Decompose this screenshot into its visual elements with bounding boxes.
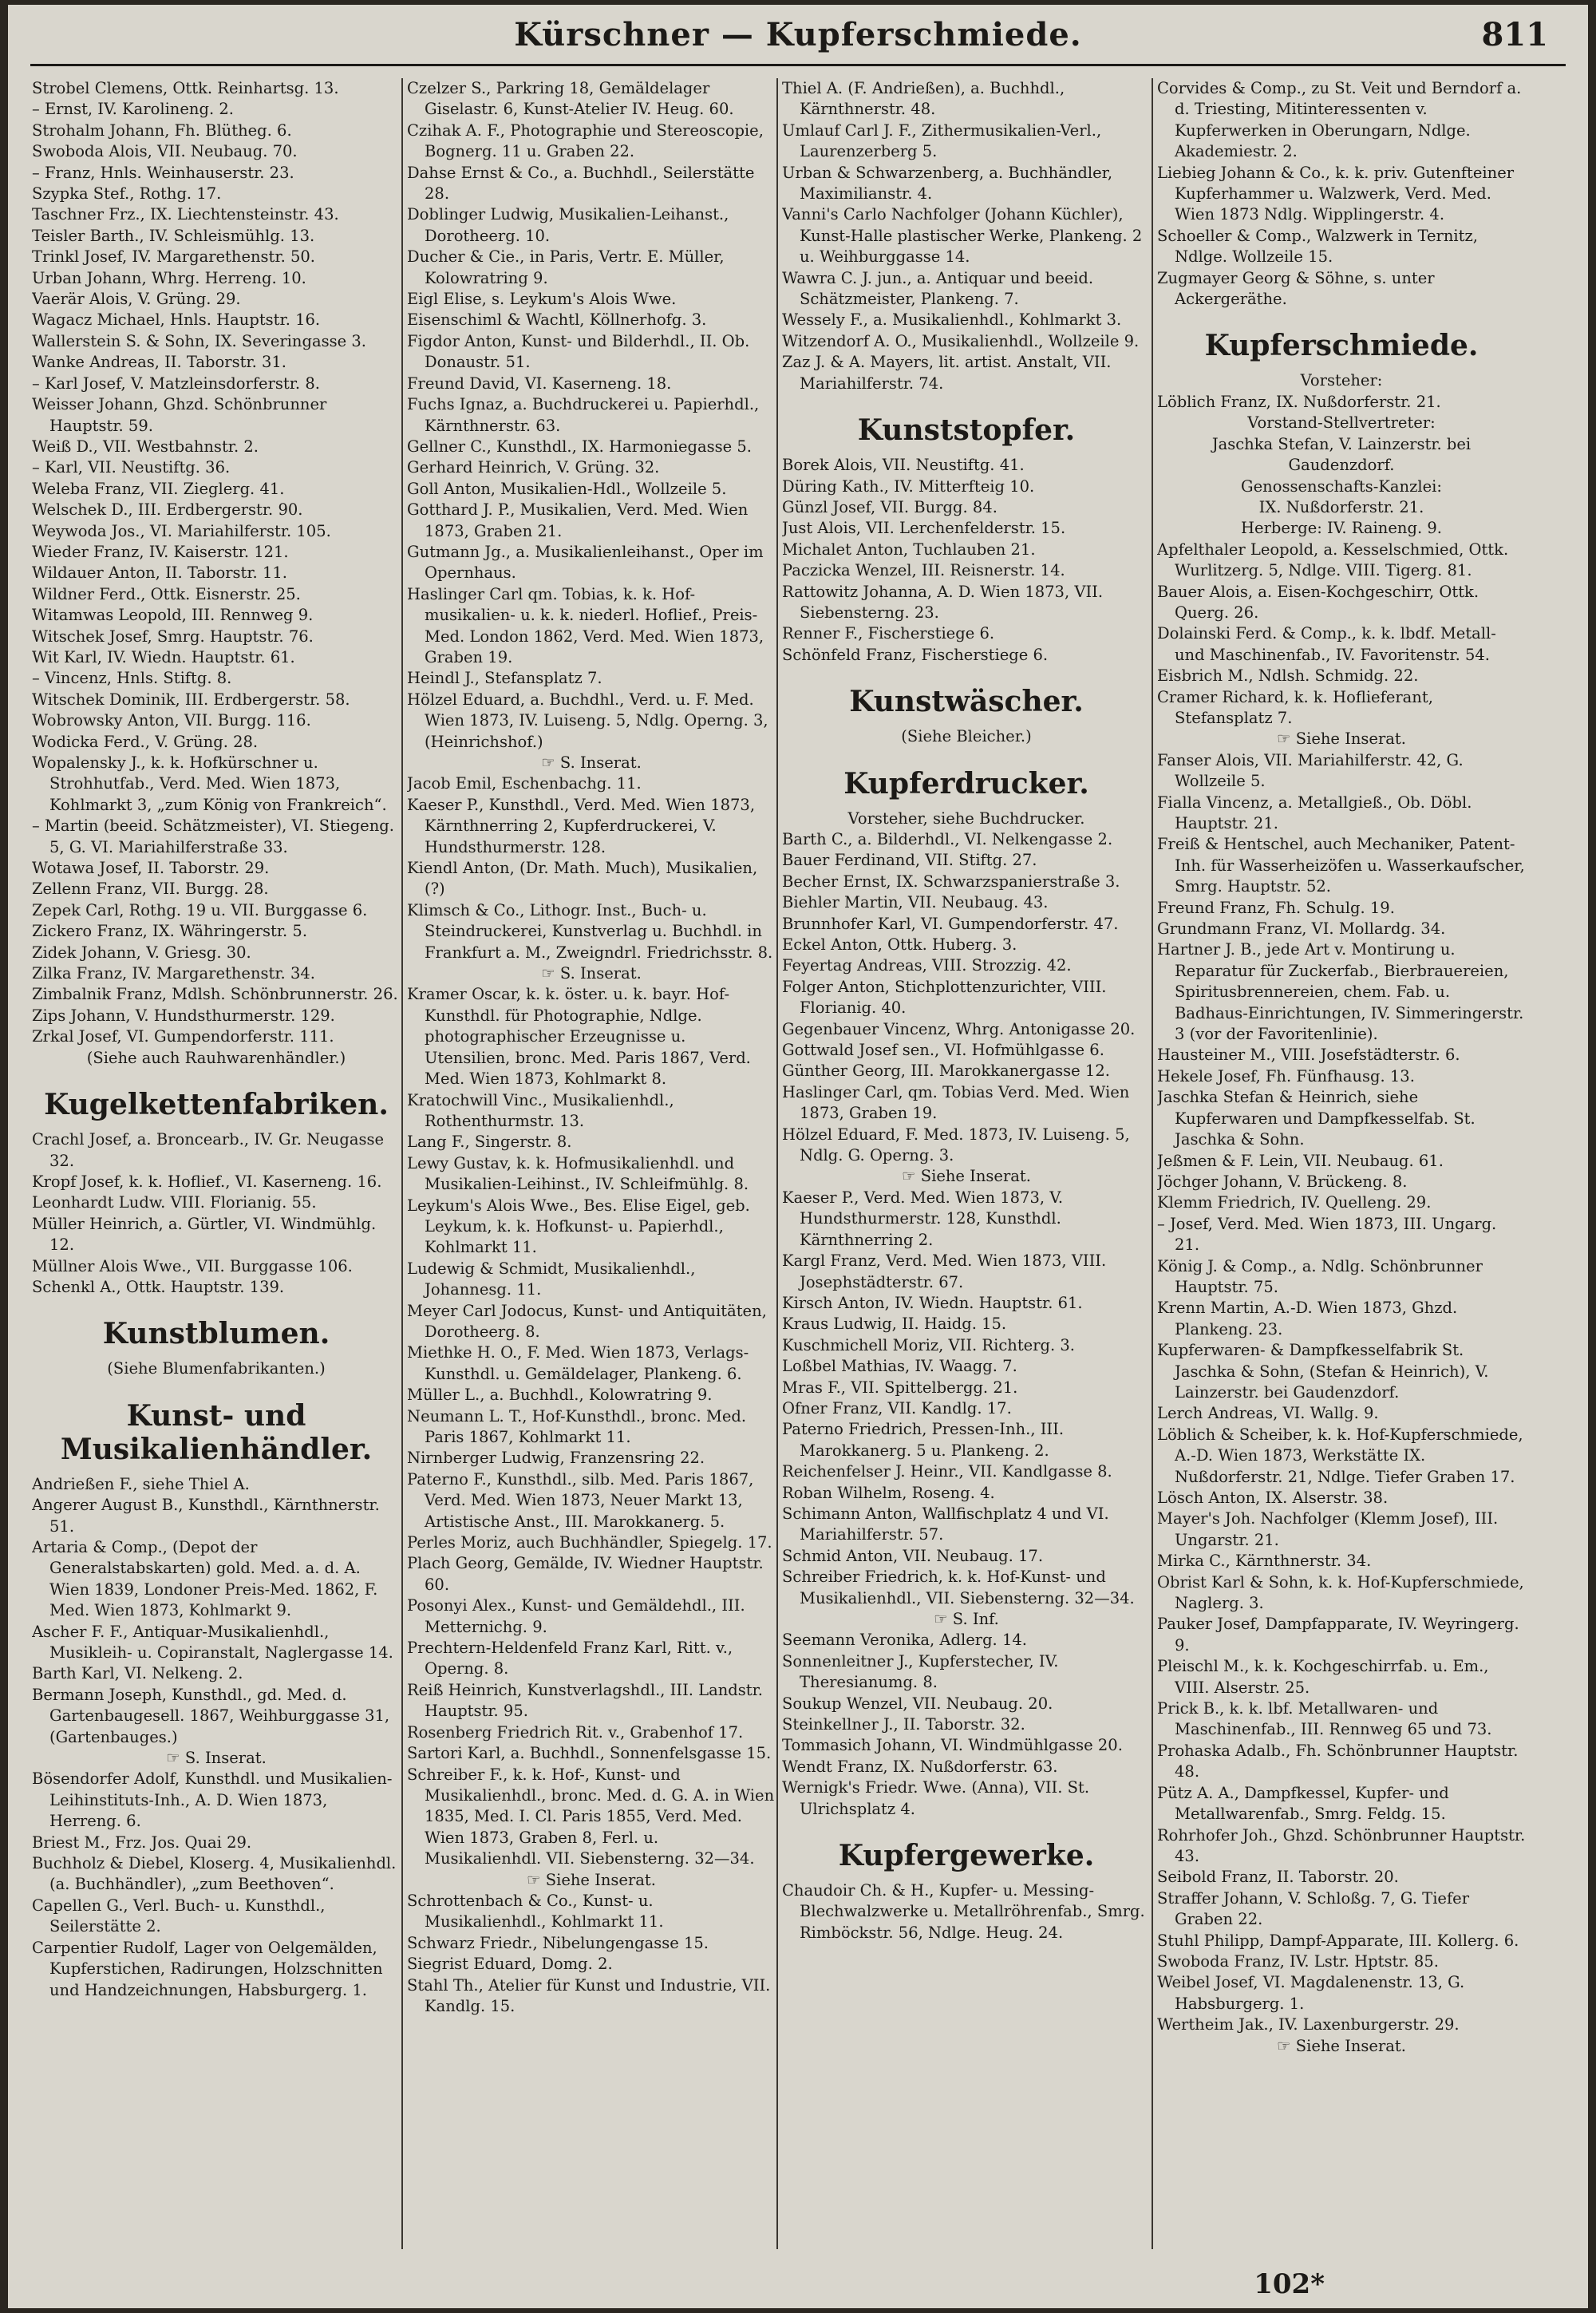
directory-entry: Weisser Johann, Ghzd. Schönbrunner Hauptstr. 59. — [32, 395, 327, 435]
directory-entry: Jöchger Johann, V. Brückeng. 8. — [1157, 1172, 1408, 1191]
directory-entry: Lewy Gustav, k. k. Hofmusikalienhdl. und Musikalien-Leihinst., IV. Schleifmühlg. 8. — [407, 1153, 749, 1194]
directory-entry: Löblich & Scheiber, k. k. Hof-Kupferschmiede, A.-D. Wien 1873, Werkstätte IX. Nußdorferstr. 21, Ndlge. Tiefer Graben 17. — [1157, 1425, 1523, 1486]
directory-entry: Vaerär Alois, V. Grüng. 29. — [32, 290, 241, 309]
directory-entry: Wotawa Josef, II. Taborstr. 29. — [32, 859, 270, 878]
directory-entry: Borek Alois, VII. Neustiftg. 41. — [782, 456, 1025, 475]
running-head — [8, 5, 1588, 72]
directory-entry: Paterno Friedrich, Pressen-Inh., III. Marokkanerg. 5 u. Plankeng. 2. — [782, 1420, 1065, 1460]
directory-entry: Jeßmen & F. Lein, VII. Neubaug. 61. — [1157, 1151, 1444, 1170]
directory-entry: Hölzel Eduard, F. Med. 1873, IV. Luiseng. 5, Ndlg. G. Operng. 3. — [782, 1125, 1130, 1165]
column-divider — [776, 78, 778, 2249]
directory-entry: Michalet Anton, Tuchlauben 21. — [782, 540, 1036, 559]
directory-entry: Eisenschiml & Wachtl, Köllnerhofg. 3. — [407, 310, 707, 330]
directory-entry: Haslinger Carl qm. Tobias, k. k. Hof- musikalien- u. k. k. niederl. Hoflief., Preis-Med. London 1862, Verd. Med. Wien 1873, Graben 19. — [407, 584, 764, 666]
directory-entry: Lerch Andreas, VI. Wallg. 9. — [1157, 1404, 1379, 1423]
column-3 — [782, 78, 1151, 1943]
directory-entry: Witschek Dominik, III. Erdbergerstr. 58. — [32, 690, 350, 709]
directory-entry: Brunnhofer Karl, VI. Gumpendorferstr. 47. — [782, 914, 1119, 933]
section-heading: Kunstwäscher. — [849, 685, 1084, 719]
directory-entry: Prechtern-Heldenfeld Franz Karl, Ritt. v., Operng. 8. — [407, 1639, 733, 1678]
directory-entry: Kiendl Anton, (Dr. Math. Much), Musikalien, (?) — [407, 859, 758, 899]
centered-note: IX. Nußdorferstr. 21. — [1258, 497, 1424, 516]
centered-note: ☞ S. Inf. — [934, 1610, 999, 1628]
column-2 — [407, 78, 776, 2017]
directory-entry: Vanni's Carlo Nachfolger (Johann Küchler), Kunst-Halle plastischer Werke, Plankeng. 2 u. Weihburggasse 14. — [782, 205, 1143, 267]
centered-note: ☞ S. Inserat. — [166, 1749, 267, 1768]
directory-entry: Zellenn Franz, VII. Burgg. 28. — [32, 880, 269, 899]
section-heading: Kugelkettenfabriken. — [44, 1088, 389, 1122]
directory-entry: Swoboda Franz, IV. Lstr. Hptstr. 85. — [1157, 1951, 1439, 1971]
directory-entry: Wanke Andreas, II. Taborstr. 31. — [32, 353, 286, 372]
directory-entry: Swoboda Alois, VII. Neubaug. 70. — [32, 142, 298, 161]
directory-entry: Kaeser P., Kunsthdl., Verd. Med. Wien 1873, Kärnthnerring 2, Kupferdruckerei, V. Hundsthurmerstr. 128. — [407, 795, 756, 856]
directory-entry: Paterno F., Kunsthdl., silb. Med. Paris 1867, Verd. Med. Wien 1873, Neuer Markt 13, Artistische Anst., III. Marokkanerg. 5. — [407, 1469, 754, 1531]
page-number: 811 — [1481, 16, 1548, 53]
directory-entry: Wendt Franz, IX. Nußdorferstr. 63. — [782, 1757, 1058, 1776]
directory-entry: Ludewig & Schmidt, Musikalienhdl., Johannesg. 11. — [407, 1259, 696, 1299]
directory-entry: Plach Georg, Gemälde, IV. Wiedner Hauptstr. 60. — [407, 1554, 764, 1594]
running-title: Kürschner — Kupferschmiede. — [514, 16, 1082, 53]
directory-entry: Ducher & Cie., in Paris, Vertr. E. Müller, Kolowratring 9. — [407, 247, 725, 287]
directory-entry: Biehler Martin, VII. Neubaug. 43. — [782, 893, 1049, 912]
directory-entry: Urban & Schwarzenberg, a. Buchhändler, Maximilianstr. 4. — [782, 163, 1113, 204]
directory-entry: Wagacz Michael, Hnls. Hauptstr. 16. — [32, 310, 321, 330]
directory-entry: Wit Karl, IV. Wiedn. Hauptstr. 61. — [32, 647, 295, 666]
directory-entry: Mras F., VII. Spittelbergg. 21. — [782, 1378, 1018, 1397]
signature-mark: 102* — [1254, 2268, 1325, 2300]
directory-entry: Kirsch Anton, IV. Wiedn. Hauptstr. 61. — [782, 1293, 1083, 1312]
directory-entry: Becher Ernst, IX. Schwarzspanierstraße 3. — [782, 872, 1120, 891]
directory-entry: Eckel Anton, Ottk. Huberg. 3. — [782, 935, 1017, 954]
directory-entry: Gerhard Heinrich, V. Grüng. 32. — [407, 458, 660, 477]
directory-entry: Kratochwill Vinc., Musikalienhdl., Rothenthurmstr. 13. — [407, 1090, 674, 1130]
directory-entry: Weibel Josef, VI. Magdalenenstr. 13, G. Habsburgerg. 1. — [1157, 1973, 1465, 2013]
directory-entry: Corvides & Comp., zu St. Veit und Berndorf a. d. Triesting, Mitinteressenten v. Kupferwerken in Oberungarn, Ndlge. Akademiestr. 2. — [1157, 79, 1522, 161]
directory-entry: Strobel Clemens, Ottk. Reinhartsg. 13. — [32, 79, 339, 97]
directory-entry: Kupferwaren- & Dampfkesselfabrik St. Jaschka & Sohn, (Stefan & Heinrich), V. Lainzerstr. bei Gaudenzdorf. — [1157, 1341, 1489, 1402]
centered-note: Vorstand-Stellvertreter: — [1247, 413, 1436, 433]
header-rule — [30, 64, 1566, 66]
centered-note: Vorsteher: — [1300, 371, 1383, 390]
directory-entry: Mayer's Joh. Nachfolger (Klemm Josef), III. Ungarstr. 21. — [1157, 1509, 1499, 1549]
centered-note: ☞ S. Inserat. — [541, 753, 642, 772]
directory-entry: Pleischl M., k. k. Kochgeschirrfab. u. Em., VIII. Alserstr. 25. — [1157, 1657, 1489, 1697]
directory-entry: Barth Karl, VI. Nelkeng. 2. — [32, 1664, 243, 1683]
directory-entry: Wallerstein S. & Sohn, IX. Severingasse 3. — [32, 331, 366, 350]
directory-entry: Folger Anton, Stichplottenzurichter, VIII. Florianig. 40. — [782, 977, 1107, 1018]
directory-entry: Goll Anton, Musikalien-Hdl., Wollzeile 5. — [407, 479, 727, 498]
directory-entry: Miethke H. O., F. Med. Wien 1873, Verlags-Kunsthdl. u. Gemäldelager, Plankeng. 6. — [407, 1343, 749, 1383]
directory-entry: Seemann Veronika, Adlerg. 14. — [782, 1631, 1027, 1650]
directory-entry: Wobrowsky Anton, VII. Burgg. 116. — [32, 711, 311, 730]
directory-entry: Reichenfelser J. Heinr., VII. Kandlgasse 8. — [782, 1462, 1112, 1481]
directory-entry: Loßbel Mathias, IV. Waagg. 7. — [782, 1357, 1017, 1376]
directory-entry: Artaria & Comp., (Depot der Generalstabskarten) gold. Med. a. d. A. Wien 1839, Londoner Preis-Med. 1862, F. Med. Wien 1873, Kohlmarkt 9. — [32, 1537, 378, 1620]
directory-entry: Kargl Franz, Verd. Med. Wien 1873, VIII. Josephstädterstr. 67. — [782, 1251, 1107, 1291]
directory-entry: Freund David, VI. Kaserneng. 18. — [407, 374, 672, 393]
centered-note: (Siehe Bleicher.) — [901, 727, 1032, 746]
directory-entry: Paczicka Wenzel, III. Reisnerstr. 14. — [782, 561, 1065, 580]
directory-entry: Strohalm Johann, Fh. Blütheg. 6. — [32, 121, 292, 140]
directory-entry: Zips Johann, V. Hundsthurmerstr. 129. — [32, 1006, 335, 1025]
centered-note: (Siehe Blumenfabrikanten.) — [107, 1359, 326, 1378]
directory-entry: Hekele Josef, Fh. Fünfhausg. 13. — [1157, 1066, 1415, 1085]
directory-entry: Doblinger Ludwig, Musikalien-Leihanst., Dorotheerg. 10. — [407, 205, 729, 245]
directory-entry: Tommasich Johann, VI. Windmühlgasse 20. — [782, 1736, 1123, 1755]
section-heading: Kupferschmiede. — [1204, 329, 1479, 363]
directory-entry: Müllner Alois Wwe., VII. Burggasse 106. — [32, 1256, 353, 1275]
column-1 — [32, 78, 401, 2001]
directory-entry: Schönfeld Franz, Fischerstiege 6. — [782, 645, 1049, 664]
centered-note: ☞ S. Inserat. — [541, 964, 642, 983]
directory-entry: Wopalensky J., k. k. Hofkürschner u. Strohhutfab., Verd. Med. Wien 1873, Kohlmarkt 3, „zum König von Frankreich“. — [32, 753, 387, 814]
directory-entry: – Franz, Hnls. Weinhauserstr. 23. — [32, 163, 294, 182]
directory-entry: Sonnenleitner J., Kupferstecher, IV. Theresianumg. 8. — [782, 1651, 1059, 1692]
centered-note: ☞ Siehe Inserat. — [902, 1167, 1031, 1186]
directory-entry: Prohaska Adalb., Fh. Schönbrunner Hauptstr. 48. — [1157, 1741, 1519, 1781]
directory-entry: Perles Moriz, auch Buchhändler, Spiegelg. 17. — [407, 1533, 772, 1552]
directory-entry: König J. & Comp., a. Ndlg. Schönbrunner Hauptstr. 75. — [1157, 1256, 1483, 1296]
directory-entry: – Martin (beeid. Schätzmeister), VI. Stiegeng. 5, G. VI. Mariahilferstraße 33. — [32, 816, 394, 856]
directory-entry: Schmid Anton, VII. Neubaug. 17. — [782, 1546, 1044, 1565]
directory-entry: Gegenbauer Vincenz, Whrg. Antonigasse 20. — [782, 1019, 1136, 1038]
directory-entry: Leonhardt Ludw. VIII. Florianig. 55. — [32, 1193, 317, 1212]
directory-entry: Carpentier Rudolf, Lager von Oelgemälden, Kupferstichen, Radirungen, Holzschnitten und Handzeichnungen, Habsburgerg. 1. — [32, 1938, 383, 1999]
directory-entry: Gellner C., Kunsthdl., IX. Harmoniegasse 5. — [407, 437, 752, 456]
centered-note: Genossenschafts-Kanzlei: — [1241, 476, 1442, 496]
centered-note: Vorsteher, siehe Buchdrucker. — [847, 809, 1085, 828]
directory-entry: Leykum's Alois Wwe., Bes. Elise Eigel, geb. Leykum, k. k. Hofkunst- u. Papierhdl., Kohlmarkt 11. — [407, 1196, 750, 1257]
directory-entry: Briest M., Frz. Jos. Quai 29. — [32, 1833, 252, 1852]
directory-entry: Rosenberg Friedrich Rit. v., Grabenhof 17. — [407, 1722, 744, 1742]
directory-entry: Wodicka Ferd., V. Grüng. 28. — [32, 732, 259, 751]
directory-entry: Straffer Johann, V. Schloßg. 7, G. Tiefer Graben 22. — [1157, 1888, 1470, 1929]
directory-entry: Hartner J. B., jede Art v. Montirung u. Reparatur für Zuckerfab., Bierbrauereien, Spiritusbrennereien, chem. Fab. u. Badhaus-Einrichtungen, IV. Simmeringerstr. 3 (vor der Favoritenlinie). — [1157, 940, 1524, 1044]
directory-entry: Stahl Th., Atelier für Kunst und Industrie, VII. Kandlg. 15. — [407, 1975, 771, 2015]
directory-entry: Apfelthaler Leopold, a. Kesselschmied, Ottk. Wurlitzerg. 5, Ndlge. VIII. Tigerg. 81. — [1157, 540, 1509, 580]
section-heading: Kupfergewerke. — [838, 1839, 1095, 1873]
directory-entry: Dahse Ernst & Co., a. Buchhdl., Seilerstätte 28. — [407, 163, 755, 204]
directory-entry: Teisler Barth., IV. Schleismühlg. 13. — [32, 226, 315, 245]
directory-entry: Trinkl Josef, IV. Margarethenstr. 50. — [32, 247, 315, 267]
directory-entry: Posonyi Alex., Kunst- und Gemäldehdl., III. Metternichg. 9. — [407, 1596, 745, 1636]
directory-entry: Zilka Franz, IV. Margarethenstr. 34. — [32, 964, 315, 983]
directory-entry: Rohrhofer Joh., Ghzd. Schönbrunner Hauptstr. 43. — [1157, 1825, 1526, 1865]
directory-entry: Kramer Oscar, k. k. öster. u. k. bayr. Hof-Kunsthdl. für Photographie, Ndlge. photographischer Erzeugnisse u. Utensilien, bronc. Med. Paris 1867, Verd. Med. Wien 1873, Kohlmarkt 8. — [407, 985, 751, 1089]
directory-entry: Pütz A. A., Dampfkessel, Kupfer- und Metallwarenfab., Smrg. Feldg. 15. — [1157, 1783, 1449, 1824]
directory-entry: Jaschka Stefan & Heinrich, siehe Kupferwaren und Dampfkesselfab. St. Jaschka & Sohn. — [1157, 1088, 1476, 1149]
section-heading: Kunst- und Musikalienhändler. — [60, 1398, 373, 1466]
directory-entry: Witzendorf A. O., Musikalienhdl., Wollzeile 9. — [782, 331, 1140, 350]
directory-entry: Taschner Frz., IX. Liechtensteinstr. 43. — [32, 205, 339, 224]
directory-entry: Figdor Anton, Kunst- und Bilderhdl., II. Ob. Donaustr. 51. — [407, 331, 750, 372]
directory-entry: Renner F., Fischerstiege 6. — [782, 624, 995, 643]
directory-entry: Czelzer S., Parkring 18, Gemäldelager Giselastr. 6, Kunst-Atelier IV. Heug. 60. — [407, 79, 734, 119]
directory-entry: Schimann Anton, Wallfischplatz 4 und VI. Mariahilferstr. 57. — [782, 1504, 1109, 1544]
directory-entry: Buchholz & Diebel, Kloserg. 4, Musikalienhdl. (a. Buchhändler), „zum Beethoven“. — [32, 1854, 397, 1894]
directory-entry: Eigl Elise, s. Leykum's Alois Wwe. — [407, 290, 677, 309]
directory-entry: Capellen G., Verl. Buch- u. Kunsthdl., Seilerstätte 2. — [32, 1896, 326, 1936]
directory-entry: Wieder Franz, IV. Kaiserstr. 121. — [32, 542, 289, 561]
directory-entry: Lösch Anton, IX. Alserstr. 38. — [1157, 1489, 1389, 1507]
directory-entry: Meyer Carl Jodocus, Kunst- und Antiquitäten, Dorotheerg. 8. — [407, 1301, 767, 1341]
directory-entry: Schreiber Friedrich, k. k. Hof-Kunst- und Musikalienhdl., VII. Siebensterng. 32—34. — [782, 1568, 1135, 1607]
directory-entry: Soukup Wenzel, VII. Neubaug. 20. — [782, 1694, 1053, 1713]
directory-entry: Hölzel Eduard, a. Buchdhl., Verd. u. F. Med. Wien 1873, IV. Luiseng. 5, Ndlg. Operng. 3, (Heinrichshof.) — [407, 690, 768, 751]
directory-entry: Zidek Johann, V. Griesg. 30. — [32, 943, 251, 962]
centered-note: (Siehe auch Rauhwarenhändler.) — [86, 1048, 346, 1067]
directory-page — [8, 5, 1588, 2308]
directory-entry: Müller Heinrich, a. Gürtler, VI. Windmühlg. 12. — [32, 1214, 377, 1255]
directory-entry: Stuhl Philipp, Dampf-Apparate, III. Kollerg. 6. — [1157, 1931, 1519, 1950]
directory-entry: Witschek Josef, Smrg. Hauptstr. 76. — [32, 627, 314, 646]
directory-entry: – Vincenz, Hnls. Stiftg. 8. — [32, 669, 232, 688]
directory-entry: Bermann Joseph, Kunsthdl., gd. Med. d. Gartenbaugesell. 1867, Weihburggasse 31, (Gartenbauges.) — [32, 1685, 390, 1746]
directory-entry: Ascher F. F., Antiquar-Musikalienhdl., Musikleih- u. Copiranstalt, Naglergasse 14. — [32, 1622, 393, 1662]
directory-entry: Schreiber F., k. k. Hof-, Kunst- und Musikalienhdl., bronc. Med. d. G. A. in Wien 1835, Med. I. Cl. Paris 1855, Verd. Med. Wien 1873, Graben 8, Ferl. u. Musikalienhdl. VII. Siebensterng. 32—34. — [407, 1765, 775, 1868]
directory-entry: Dolainski Ferd. & Comp., k. k. lbdf. Metall- und Maschinenfab., IV. Favoritenstr. 54. — [1157, 624, 1496, 664]
directory-entry: Kuschmichell Moriz, VII. Richterg. 3. — [782, 1335, 1076, 1354]
directory-entry: Seibold Franz, II. Taborstr. 20. — [1157, 1868, 1399, 1887]
column-divider — [1152, 78, 1153, 2249]
directory-entry: Grundmann Franz, VI. Mollardg. 34. — [1157, 919, 1446, 939]
centered-note: ☞ Siehe Inserat. — [527, 1870, 656, 1889]
directory-entry: Krenn Martin, A.-D. Wien 1873, Ghzd. Plankeng. 23. — [1157, 1299, 1458, 1338]
directory-entry: Prick B., k. k. lbf. Metallwaren- und Maschinenfab., III. Rennweg 65 und 73. — [1157, 1699, 1492, 1739]
directory-entry: Zepek Carl, Rothg. 19 u. VII. Burggasse 6. — [32, 900, 368, 919]
directory-entry: Müller L., a. Buchhdl., Kolowratring 9. — [407, 1386, 713, 1405]
directory-entry: Günther Georg, III. Marokkanergasse 12. — [782, 1062, 1110, 1081]
directory-entry: Bauer Alois, a. Eisen-Kochgeschirr, Ottk. Querg. 26. — [1157, 582, 1479, 622]
directory-entry: Reiß Heinrich, Kunstverlagshdl., III. Landstr. Hauptstr. 95. — [407, 1680, 764, 1721]
directory-entry: Wernigk's Friedr. Wwe. (Anna), VII. St. Ulrichsplatz 4. — [782, 1778, 1090, 1818]
directory-entry: Thiel A. (F. Andrießen), a. Buchhdl., Kärnthnerstr. 48. — [782, 79, 1065, 119]
directory-entry: Weleba Franz, VII. Zieglerg. 41. — [32, 479, 285, 498]
directory-entry: Just Alois, VII. Lerchenfelderstr. 15. — [782, 519, 1066, 538]
directory-entry: Nirnberger Ludwig, Franzensring 22. — [407, 1449, 705, 1468]
directory-entry: Düring Kath., IV. Mitterfteig 10. — [782, 476, 1035, 496]
directory-entry: Lang F., Singerstr. 8. — [407, 1133, 572, 1152]
centered-note: Herberge: IV. Raineng. 9. — [1241, 519, 1442, 538]
directory-entry: Fialla Vincenz, a. Metallgieß., Ob. Döbl. Hauptstr. 21. — [1157, 793, 1472, 832]
directory-entry: Gottwald Josef sen., VI. Hofmühlgasse 6. — [782, 1041, 1104, 1060]
directory-entry: Wildner Ferd., Ottk. Eisnerstr. 25. — [32, 584, 301, 603]
directory-entry: Wildauer Anton, II. Taborstr. 11. — [32, 563, 287, 583]
directory-entry: Klimsch & Co., Lithogr. Inst., Buch- u. Steindruckerei, Kunstverlag u. Buchhdl. in Frankfurt a. M., Zweigndrl. Friedrichsstr. 8. — [407, 900, 773, 962]
directory-entry: – Karl Josef, V. Matzleinsdorferstr. 8. — [32, 374, 320, 393]
centered-note: ☞ Siehe Inserat. — [1277, 2036, 1406, 2055]
directory-entry: Siegrist Eduard, Domg. 2. — [407, 1955, 613, 1974]
directory-entry: Zrkal Josef, VI. Gumpendorferstr. 111. — [32, 1027, 334, 1046]
directory-entry: Cramer Richard, k. k. Hoflieferant, Stefansplatz 7. — [1157, 687, 1433, 727]
directory-entry: Liebieg Johann & Co., k. k. priv. Gutenfteiner Kupferhammer u. Walzwerk, Verd. Med. Wien 1873 Ndlg. Wipplingerstr. 4. — [1157, 163, 1515, 224]
directory-entry: Eisbrich M., Ndlsh. Schmidg. 22. — [1157, 666, 1419, 686]
directory-entry: Schoeller & Comp., Walzwerk in Ternitz, Ndlge. Wollzeile 15. — [1157, 226, 1478, 267]
directory-entry: Obrist Karl & Sohn, k. k. Hof-Kupferschmiede, Naglerg. 3. — [1157, 1572, 1524, 1613]
directory-entry: Schwarz Friedr., Nibelungengasse 15. — [407, 1933, 709, 1952]
directory-entry: Feyertag Andreas, VIII. Strozzig. 42. — [782, 956, 1072, 975]
directory-entry: Günzl Josef, VII. Burgg. 84. — [782, 497, 998, 516]
directory-entry: Bösendorfer Adolf, Kunsthdl. und Musikalien-Leihinstituts-Inh., A. D. Wien 1873, Herreng. 6. — [32, 1769, 393, 1831]
directory-entry: – Josef, Verd. Med. Wien 1873, III. Ungarg. 21. — [1157, 1214, 1497, 1255]
directory-entry: Kaeser P., Verd. Med. Wien 1873, V. Hundsthurmerstr. 128, Kunsthdl. Kärnthnerring 2. — [782, 1188, 1064, 1249]
directory-entry: Barth C., a. Bilderhdl., VI. Nelkengasse 2. — [782, 829, 1113, 848]
directory-entry: Angerer August B., Kunsthdl., Kärnthnerstr. 51. — [32, 1496, 380, 1536]
directory-entry: Neumann L. T., Hof-Kunsthdl., bronc. Med. Paris 1867, Kohlmarkt 11. — [407, 1406, 747, 1446]
centered-note: Jaschka Stefan, V. Lainzerstr. bei Gaudenzdorf. — [1211, 434, 1472, 475]
directory-entry: Fanser Alois, VII. Mariahilferstr. 42, G. Wollzeile 5. — [1157, 750, 1464, 791]
directory-entry: Steinkellner J., II. Taborstr. 32. — [782, 1715, 1025, 1734]
directory-entry: Gutmann Jg., a. Musikalienleihanst., Oper im Opernhaus. — [407, 542, 764, 583]
directory-entry: Freiß & Hentschel, auch Mechaniker, Patent-Inh. für Wasserheizöfen u. Wasserkaufscher, Smrg. Hauptstr. 52. — [1157, 835, 1525, 896]
directory-entry: Wawra C. J. jun., a. Antiquar und beeid. Schätzmeister, Plankeng. 7. — [782, 268, 1094, 309]
directory-entry: Wertheim Jak., IV. Laxenburgerstr. 29. — [1157, 2015, 1460, 2034]
column-4 — [1157, 78, 1526, 2057]
directory-entry: Jacob Emil, Eschenbachg. 11. — [407, 774, 642, 793]
directory-entry: Szypka Stef., Rothg. 17. — [32, 184, 222, 204]
directory-entry: Zickero Franz, IX. Währingerstr. 5. — [32, 922, 308, 941]
section-heading: Kunststopfer. — [857, 413, 1076, 448]
directory-entry: Andrießen F., siehe Thiel A. — [32, 1474, 250, 1493]
directory-entry: Sartori Karl, a. Buchhdl., Sonnenfelsgasse 15. — [407, 1744, 772, 1763]
directory-entry: Czihak A. F., Photographie und Stereoscopie, Bognerg. 11 u. Graben 22. — [407, 121, 764, 161]
directory-entry: Welschek D., III. Erdbergerstr. 90. — [32, 500, 303, 520]
directory-entry: Pauker Josef, Dampfapparate, IV. Weyringerg. 9. — [1157, 1615, 1519, 1655]
directory-entry: Haslinger Carl, qm. Tobias Verd. Med. Wien 1873, Graben 19. — [782, 1082, 1130, 1123]
directory-entry: Urban Johann, Whrg. Herreng. 10. — [32, 268, 306, 287]
directory-entry: Zimbalnik Franz, Mdlsh. Schönbrunnerstr. 26. — [32, 985, 398, 1004]
directory-entry: Heindl J., Stefansplatz 7. — [407, 669, 602, 688]
directory-entry: Gotthard J. P., Musikalien, Verd. Med. Wien 1873, Graben 21. — [407, 500, 749, 540]
directory-entry: Zugmayer Georg & Söhne, s. unter Ackergeräthe. — [1157, 268, 1435, 309]
directory-entry: – Ernst, IV. Karolineng. 2. — [32, 100, 234, 119]
directory-entry: Kropf Josef, k. k. Hoflief., VI. Kaserneng. 16. — [32, 1172, 382, 1191]
directory-entry: Hausteiner M., VIII. Josefstädterstr. 6. — [1157, 1046, 1460, 1065]
directory-entry: Schrottenbach & Co., Kunst- u. Musikalienhdl., Kohlmarkt 11. — [407, 1891, 664, 1931]
column-divider — [401, 78, 403, 2249]
centered-note: ☞ Siehe Inserat. — [1277, 729, 1406, 749]
directory-entry: Löblich Franz, IX. Nußdorferstr. 21. — [1157, 392, 1441, 411]
directory-entry: Klemm Friedrich, IV. Quelleng. 29. — [1157, 1193, 1432, 1212]
directory-entry: Zaz J. & A. Mayers, lit. artist. Anstalt, VII. Mariahilferstr. 74. — [782, 353, 1112, 393]
directory-entry: Wessely F., a. Musikalienhdl., Kohlmarkt 3. — [782, 310, 1122, 330]
directory-entry: Chaudoir Ch. & H., Kupfer- u. Messing-Blechwalzwerke u. Metallröhrenfab., Smrg. Rimböckstr. 56, Ndlge. Heug. 24. — [782, 1881, 1145, 1942]
section-heading: Kupferdrucker. — [843, 766, 1089, 801]
directory-entry: Freund Franz, Fh. Schulg. 19. — [1157, 898, 1395, 917]
directory-entry: Roban Wilhelm, Roseng. 4. — [782, 1483, 995, 1502]
directory-entry: Umlauf Carl J. F., Zithermusikalien-Verl., Laurenzerberg 5. — [782, 121, 1102, 161]
directory-entry: Weiß D., VII. Westbahnstr. 2. — [32, 437, 259, 456]
directory-entry: Mirka C., Kärnthnerstr. 34. — [1157, 1552, 1372, 1571]
directory-entry: Crachl Josef, a. Broncearb., IV. Gr. Neugasse 32. — [32, 1130, 385, 1170]
directory-entry: Kraus Ludwig, II. Haidg. 15. — [782, 1315, 1007, 1334]
directory-entry: Schenkl A., Ottk. Hauptstr. 139. — [32, 1277, 285, 1296]
directory-entry: Fuchs Ignaz, a. Buchdruckerei u. Papierhdl., Kärnthnerstr. 63. — [407, 395, 760, 435]
directory-entry: – Karl, VII. Neustiftg. 36. — [32, 458, 231, 477]
directory-entry: Bauer Ferdinand, VII. Stiftg. 27. — [782, 851, 1037, 870]
directory-entry: Rattowitz Johanna, A. D. Wien 1873, VII. Siebensterng. 23. — [782, 582, 1104, 622]
directory-entry: Weywoda Jos., VI. Mariahilferstr. 105. — [32, 521, 331, 540]
directory-entry: Witamwas Leopold, III. Rennweg 9. — [32, 606, 314, 625]
section-heading: Kunstblumen. — [102, 1317, 330, 1351]
directory-entry: Ofner Franz, VII. Kandlg. 17. — [782, 1398, 1012, 1417]
